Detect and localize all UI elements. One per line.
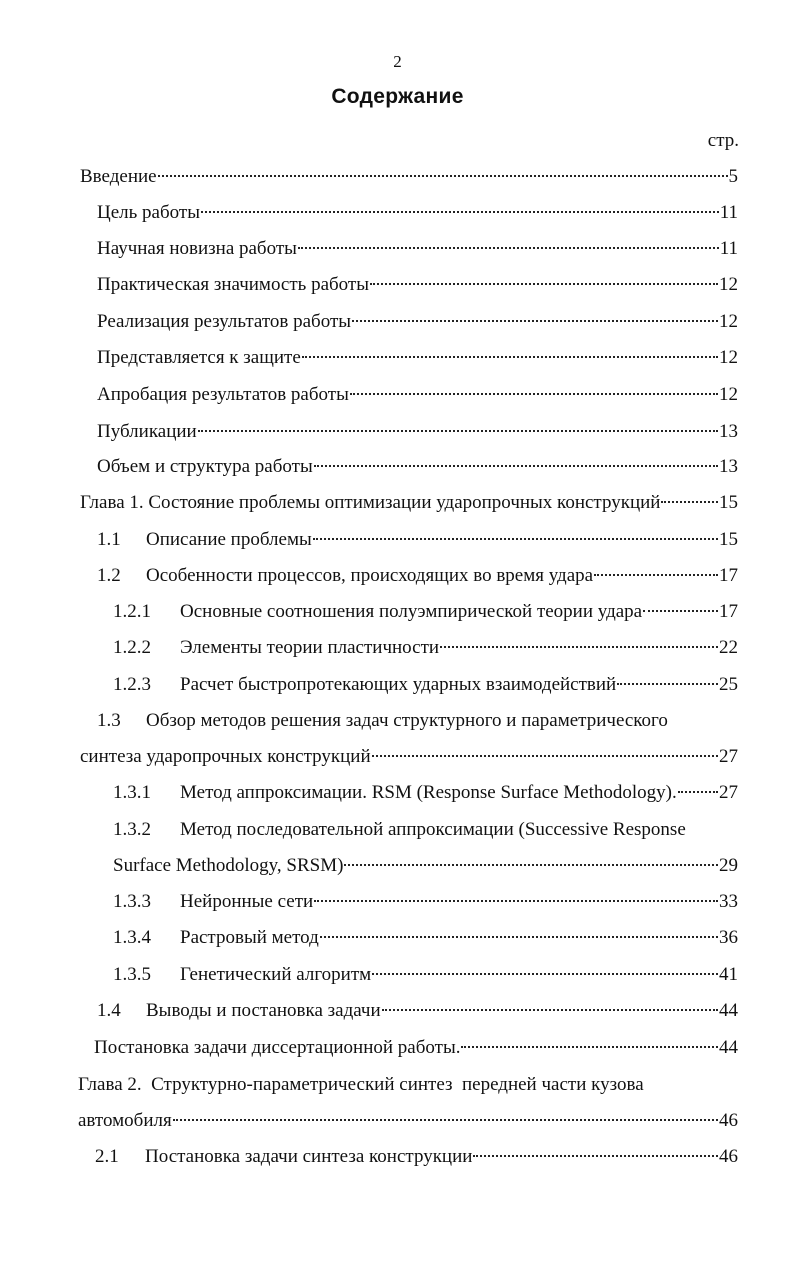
toc-leader — [314, 900, 718, 902]
toc-entry-text: Обзор методов решения задач структурного и параметрического — [146, 710, 668, 731]
toc-page: 33 — [719, 891, 738, 912]
toc-leader — [382, 1009, 718, 1011]
toc-section-number: 2.1 — [95, 1146, 119, 1167]
toc-entry-text: Публикации — [97, 421, 197, 442]
toc-section-number: 1.3.4 — [113, 927, 151, 948]
toc-entry-practical[interactable] — [97, 271, 738, 299]
toc-entry-text: Реализация результатов работы — [97, 311, 352, 332]
toc-entry-text: Особенности процессов, происходящих во время удара — [146, 565, 594, 586]
toc-entry-1-2-3[interactable] — [113, 671, 738, 699]
toc-page: 46 — [719, 1146, 738, 1167]
toc-page: 17 — [719, 601, 738, 622]
toc-leader — [461, 1046, 718, 1048]
toc-section-number: 1.3.1 — [113, 782, 151, 803]
toc-entry-1-3-2-line2[interactable] — [113, 852, 738, 880]
toc-entry-text: Расчет быстропротекающих ударных взаимодействий — [180, 674, 617, 695]
toc-entry-text: Глава 2. Структурно-параметрический синтез передней части кузова — [78, 1074, 644, 1095]
toc-leader — [158, 175, 728, 177]
toc-leader — [372, 755, 718, 757]
toc-leader — [320, 936, 718, 938]
toc-entry-text: Постановка задачи диссертационной работы. — [94, 1037, 461, 1058]
toc-section-number: 1.3.5 — [113, 964, 151, 985]
toc-page: 11 — [719, 202, 738, 223]
toc-leader — [643, 610, 718, 612]
toc-entry-text: Введение — [80, 166, 157, 187]
toc-entry-text: Практическая значимость работы — [97, 274, 370, 295]
toc-entry-text: Описание проблемы — [146, 529, 312, 550]
page-column-label: стр. — [707, 130, 739, 151]
toc-section-number: 1.3 — [97, 710, 121, 731]
toc-leader — [617, 683, 718, 685]
toc-leader — [678, 791, 718, 793]
toc-entry-text: Основные соотношения полуэмпирической теории удара — [180, 601, 643, 622]
toc-leader — [350, 393, 718, 395]
toc-leader — [313, 538, 718, 540]
toc-entry-publications[interactable] — [97, 418, 738, 446]
toc-entry-text: Апробация результатов работы — [97, 384, 349, 405]
toc-section-number: 1.3.3 — [113, 891, 151, 912]
toc-entry-text: Цель работы — [97, 202, 200, 223]
toc-page: 22 — [719, 637, 738, 658]
toc-section-number: 1.2.2 — [113, 637, 151, 658]
toc-page: 12 — [719, 347, 738, 368]
toc-entry-1-3-line2[interactable] — [80, 743, 738, 771]
toc-entry-intro[interactable] — [80, 163, 738, 191]
toc-section-number: 1.2.3 — [113, 674, 151, 695]
toc-entry-2-1[interactable] — [95, 1143, 738, 1171]
toc-leader — [344, 864, 718, 866]
toc-entry-chapter-2-line1[interactable] — [78, 1071, 644, 1099]
toc-entry-1-2-2[interactable] — [113, 634, 738, 662]
toc-leader — [201, 211, 719, 213]
toc-entry-text: Глава 1. Состояние проблемы оптимизации ударопрочных конструкций — [80, 492, 661, 513]
toc-page: 25 — [719, 674, 738, 695]
toc-entry-1-3-3[interactable] — [113, 888, 738, 916]
toc-leader — [352, 320, 718, 322]
toc-page: 13 — [719, 456, 738, 477]
toc-entry-text: Элементы теории пластичности — [180, 637, 440, 658]
toc-leader — [173, 1119, 718, 1121]
toc-leader — [473, 1155, 718, 1157]
toc-entry-structure[interactable] — [97, 453, 738, 481]
toc-section-number: 1.4 — [97, 1000, 121, 1021]
toc-entry-1-2-1[interactable] — [113, 598, 738, 626]
toc-entry-chapter-2-line2[interactable] — [78, 1107, 738, 1135]
toc-entry-defense[interactable] — [97, 344, 738, 372]
toc-page: 41 — [719, 964, 738, 985]
toc-entry-1-4[interactable] — [97, 997, 738, 1025]
toc-entry-text-continued: автомобиля — [78, 1110, 172, 1131]
toc-entry-1-3-line1[interactable] — [97, 707, 668, 735]
toc-leader — [372, 973, 718, 975]
toc-leader — [370, 283, 718, 285]
toc-entry-task[interactable] — [94, 1034, 738, 1062]
toc-entry-text: Представляется к защите — [97, 347, 301, 368]
toc-page: 44 — [719, 1000, 738, 1021]
toc-entry-text-continued: синтеза ударопрочных конструкций — [80, 746, 371, 767]
toc-entry-text-continued: Surface Methodology, SRSM) — [113, 855, 344, 876]
toc-entry-1-1[interactable] — [97, 526, 738, 554]
toc-entry-text: Научная новизна работы — [97, 238, 297, 259]
toc-leader — [661, 501, 718, 503]
toc-entry-text: Нейронные сети — [180, 891, 314, 912]
toc-entry-text: Объем и структура работы — [97, 456, 313, 477]
toc-page: 12 — [719, 311, 738, 332]
toc-page: 44 — [719, 1037, 738, 1058]
toc-page: 5 — [728, 166, 738, 187]
toc-page: 13 — [719, 421, 738, 442]
toc-entry-chapter-1[interactable] — [80, 489, 738, 517]
toc-entry-1-3-2-line1[interactable] — [113, 816, 686, 844]
toc-entry-1-3-1[interactable] — [113, 779, 738, 807]
toc-page: 12 — [719, 384, 738, 405]
toc-page: 17 — [719, 565, 738, 586]
toc-leader — [594, 574, 718, 576]
toc-leader — [198, 430, 718, 432]
toc-page: 46 — [719, 1110, 738, 1131]
toc-entry-approbation[interactable] — [97, 381, 738, 409]
toc-entry-1-3-5[interactable] — [113, 961, 738, 989]
toc-section-number: 1.3.2 — [113, 819, 151, 840]
page-title: Содержание — [331, 85, 464, 108]
toc-page: 29 — [719, 855, 738, 876]
toc-entry-text: Метод последовательной аппроксимации (Successive Response — [180, 819, 686, 840]
toc-page: 15 — [719, 492, 738, 513]
toc-entry-text: Выводы и постановка задачи — [146, 1000, 381, 1021]
page-number: 2 — [393, 52, 402, 71]
toc-entry-1-2[interactable] — [97, 562, 738, 590]
toc-entry-1-3-4[interactable] — [113, 924, 738, 952]
toc-entry-goal[interactable] — [97, 199, 738, 227]
toc-entry-text: Растровый метод — [180, 927, 319, 948]
toc-page: 36 — [719, 927, 738, 948]
toc-page: 12 — [719, 274, 738, 295]
toc-entry-text: Метод аппроксимации. RSM (Response Surface Methodology). — [180, 782, 677, 803]
toc-entry-realization[interactable] — [97, 308, 738, 336]
toc-leader — [314, 465, 718, 467]
toc-page: 27 — [719, 782, 738, 803]
toc-entry-novelty[interactable] — [97, 235, 738, 263]
toc-page: 11 — [719, 238, 738, 259]
toc-section-number: 1.2 — [97, 565, 121, 586]
toc-section-number: 1.2.1 — [113, 601, 151, 622]
toc-entry-text: Постановка задачи синтеза конструкции — [145, 1146, 473, 1167]
toc-page: 27 — [719, 746, 738, 767]
toc-leader — [298, 247, 719, 249]
toc-entry-text: Генетический алгоритм — [180, 964, 372, 985]
toc-leader — [302, 356, 718, 358]
toc-leader — [440, 646, 718, 648]
toc-section-number: 1.1 — [97, 529, 121, 550]
toc-page: 15 — [719, 529, 738, 550]
